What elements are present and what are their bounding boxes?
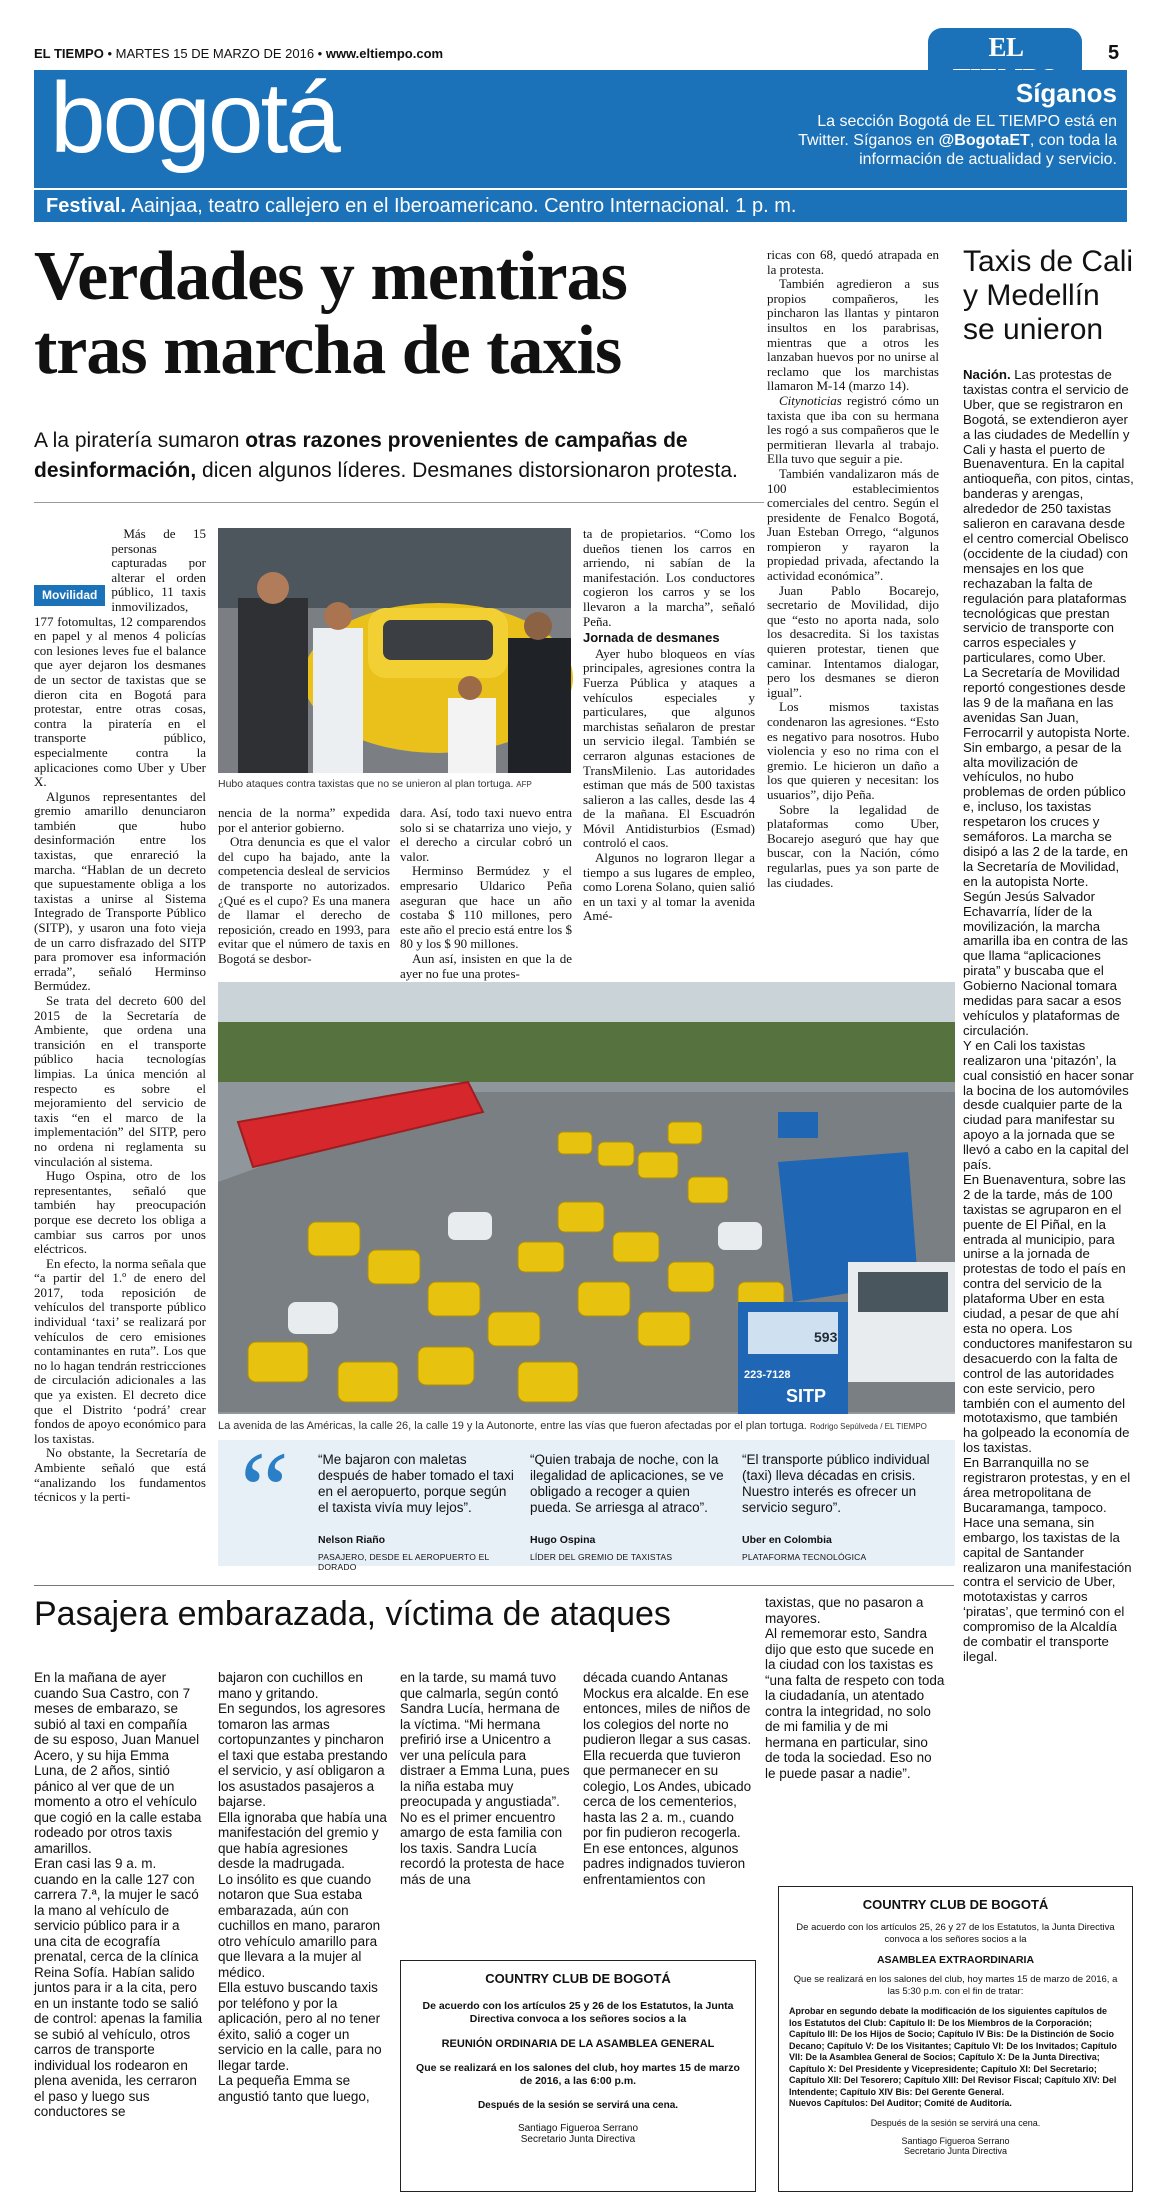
page-number: 5 <box>1108 42 1120 64</box>
traffic-photo <box>218 982 955 1414</box>
sidebar-p6: En Barranquilla no se registraron protestas, y en el área metropolitana de Bucaramanga, tampoco. Hace una semana, sin embargo, los taxistas de la capital de Santander realizaron una manifestación contra el servicio de Uber, mototaxistas y carros ‘piratas’, que terminó con el compromiso de la Alcaldía de combatir el transporte ilegal. <box>963 1455 1132 1664</box>
bus-route-label: 223-7128 <box>744 1369 791 1381</box>
sidebar-title <box>963 245 1143 347</box>
main-headline <box>34 240 754 388</box>
col3-text: dara. Así, todo taxi nuevo entra solo si se chatarriza uno viejo, y el derecho a circular cobró un valor. <box>400 805 572 864</box>
masthead-name: EL TIEMPO <box>34 46 104 61</box>
col1-p4: Hugo Ospina, otro de los representantes, señaló que también hay preocupación porque ese decreto los obliga a cambiar sus carros por unos eléctricos. <box>34 1168 206 1257</box>
notice1-intro: De acuerdo con los artículos 25 y 26 de los Estatutos, la Junta Directiva convoca a los señores socios a la <box>422 2000 734 2025</box>
sidebar-p3: Según Jesús Salvador Echavarría, líder de la movilización, la marcha amarilla iba en contra de las que llama “aplicaciones pirata” y buscaba que el Gobierno Nacional tomara medidas para sacar a esos vehículos y plataformas de circulación. <box>963 888 1128 1038</box>
col4-subhead: Jornada de desmanes <box>583 630 720 646</box>
quote-item <box>742 1452 938 1562</box>
col1-p5: En efecto, la norma señala que “a partir del 1.º de enero del 2017, toda reposición de vehículos del transporte público individual ‘taxi’ se realizará por vehículos de cero emisiones contaminantes en ruta”. Los que no lo hagan tendrán restricciones de circulación adicionales a las que ya existen. El decreto dice que el Distrito ‘podrá’ crear fondos de apoyo económico para los taxistas. <box>34 1255 206 1446</box>
logo: EL <box>988 32 1024 62</box>
notice1-signer-role: Secretario Junta Directiva <box>520 2134 636 2145</box>
section-title: bogotá <box>50 62 338 174</box>
notice-extraordinary-assembly <box>778 1886 1133 2192</box>
taxi-photo <box>218 528 571 773</box>
col5-text: ricas con 68, quedó atrapada en la protesta. <box>767 247 939 277</box>
col2-p2: Otra denuncia es que el valor del cupo ha bajado, ante la competencia desleal de servicios de transporte no autorizados. ¿Qué es el cupo? Es una manera de llamar el derecho de reposición, creado en 1993, para evitar que el número de taxis en Bogotá se desbor- <box>218 834 390 966</box>
story2-col2-p3: Ella ignoraba que había una manifestación del gremio y que había agresiones desde la madrugada. <box>218 1809 387 1871</box>
col5-p6: Los mismos taxistas condenaron las agresiones. “Esto es negativo para nosotros. Hubo violencia y eso no rima con el gremio. Le hicieron un daño a los que quieren y necesitan: los usuarios”, dijo Peña. <box>767 699 939 802</box>
quote-text: “Quien trabaja de noche, con la ilegalidad de aplicaciones, se ve obligado a recoger a quien pueda. Se arriesga al atraco”. <box>530 1452 724 1515</box>
quotes-list <box>318 1452 948 1572</box>
col1-p6: No obstante, la Secretaría de Ambiente señaló que está “analizando los fundamentos técnicos y la perti- <box>34 1445 206 1505</box>
deck-a: A la piratería sumaron <box>34 429 246 452</box>
deck-b: otras razones provenientes de campañas de desinformación, <box>34 429 688 482</box>
deck-rule <box>34 502 764 503</box>
photo2-credit: Rodrigo Sepúlveda / EL TIEMPO <box>809 1422 927 1431</box>
story2-col-3 <box>400 1670 570 1920</box>
story2-col5-p1: taxistas, que no pasaron a mayores. <box>765 1595 924 1626</box>
notice2-meeting: ASAMBLEA EXTRAORDINARIA <box>876 1954 1035 1966</box>
sidebar-lead <box>963 368 1134 666</box>
sidebar-text <box>963 368 1134 1903</box>
story2-col-2 <box>218 1670 388 2190</box>
col5-p7: Sobre la legalidad de plataformas como Uber, Bocarejo aseguró que hay que buscar, con la Nación, cómo regularlas, pues ya son parte de las ciudades. <box>767 801 939 890</box>
article-col-4 <box>583 527 755 971</box>
col4-p3: Algunos no lograron llegar a tiempo a sus lugares de empleo, como Lorena Solano, quien salió en un taxi y al tomar la avenida Amé- <box>583 850 755 924</box>
sidebar-title-2: y Medellín <box>963 279 1100 312</box>
bus-sitp-logo: SITP <box>786 1386 827 1406</box>
col1-p3: Se trata del decreto 600 del 2015 de la Secretaría de Ambiente, que ordena una transición en el transporte público hacia tecnologías limpias. La única mención al respecto es sobre el mejoramiento del servicio de taxis “en el marco de la implementación” del SITP, pero no ordena ni reglamenta su vinculación al sistema. <box>34 993 206 1169</box>
notice2-agenda: Aprobar en segundo debate la modificación de los siguientes capítulos de los Estatutos del Club: Capítulo II: De los Miembros de la Corporación; Capítulo III: De los Hijos de Socio; Capítulo IV Bis: De la Distinción de Socio Decano; Capítulo V: De los Visitantes; Capítulo VI: De los Invitados; Capítulo VII: De la Asamblea General de Socios; Capítulo X: De la Junta Directiva; Capítulo X: Del Presidente y Vicepresidente; Capítulo XI: Del Secretario; Capítulo XII: Del Tesorero; Capítulo XIII: Del Revisor Fiscal; Capítulo XIV: Del Intendente; Capítulo XIV Bis: Del Gerente General. <box>789 2006 1117 2097</box>
deck-c: dicen algunos líderes. Desmanes distorsionaron protesta. <box>196 459 738 482</box>
follow-line-1: La sección Bogotá de EL TIEMPO está en <box>817 113 1117 130</box>
story2-col3-p2: No es el primer encuentro amargo de esta familia con los taxis. Sandra Lucía recordó la protesta de hace más de una <box>400 1809 565 1887</box>
quote-text: “Me bajaron con maletas después de haber tomado el taxi en el aeropuerto, porque según el taxista vivía muy lejos”. <box>318 1452 514 1515</box>
col2-text: nencia de la norma” expedida por el anterior gobierno. <box>218 805 390 835</box>
story2-col1-p2: Eran casi las 9 a. m. cuando en la calle 127 con carrera 7.ª, la mujer le sacó la mano al vehículo de servicio público para ir a una cita de ecografía prenatal, cerca de la clínica Reina Sofía. Habían salido juntos para ir a la cita, pero en un instante todo se salió de control: apenas la familia se subió al vehículo, otros carros de transporte individual los rodearon en plena avenida, les cerraron el paso y luego sus conductores se <box>34 1856 203 2119</box>
quote-author: Nelson Riaño <box>318 1534 386 1546</box>
quote-mark-icon: “ <box>240 1429 289 1551</box>
col4-text: ta de propietarios. “Como los dueños tienen los carros en arriendo, ni sabían de la manifestación. Los conductores cogieron los carros y se los llevaron a la marcha”, señaló Peña. <box>583 526 755 629</box>
sidebar-p2: La Secretaría de Movilidad reportó congestiones desde las 9 de la mañana en las avenidas San Juan, Ferrocarril y autopista Norte. Sin embargo, a pesar de la alta movilización de vehículos, no hubo problemas de orden público e, incluso, los taxistas respetaron los cruces y semáforos. La marcha se disipó a las 2 de la tarde, en la Secretaría de Movilidad, en la autopista Norte. <box>963 665 1131 889</box>
notice2-intro: De acuerdo con los artículos 25, 26 y 27 de los Estatutos, la Junta Directiva convoca a los señores socios a la <box>796 1922 1115 1945</box>
follow-box <box>697 112 1117 169</box>
notice2-when: Que se realizará en los salones del club, hoy martes 15 de marzo de 2016, a las 5:30 p.m. con el fin de tratar: <box>793 1974 1118 1997</box>
festival-label: Festival. <box>46 195 127 217</box>
notice1-when: Que se realizará en los salones del club, hoy martes 15 de marzo de 2016, a las 6:00 p.m. <box>416 2062 740 2087</box>
festival-strip <box>34 188 1127 222</box>
photo2-caption <box>218 1420 955 1432</box>
traffic-photo-image <box>218 982 955 1414</box>
story2-col3-p1: en la tarde, su mamá tuvo que calmarla, según contó Sandra Lucía, hermana de la víctima. “Mi hermana prefirió irse a Unicentro a ver una película para distraer a Emma Luna, pues la niña estaba muy preocupada y angustiada”. <box>400 1670 570 1809</box>
col5-p4: También vandalizaron más de 100 establecimientos comerciales del centro. Según el presidente de Fenalco Bogotá, Juan Esteban Orrego, “algunos rompieron y rayaron la propiedad privada, afectando la actividad económica”. <box>767 465 939 584</box>
quote-item <box>530 1452 726 1562</box>
col5-p3-text: registró cómo un taxista que iba con su hermana les rogó a sus compañeros que le permitieran llevarla al trabajo. Ella tuvo que seguir a pie. <box>767 392 939 467</box>
top-date-bar: EL TIEMPO • MARTES 15 DE MARZO DE 2016 • www.eltiempo.com <box>34 46 444 61</box>
follow-title: Síganos <box>1015 78 1117 108</box>
col1-p2: Algunos representantes del gremio amarillo denunciaron también que hubo desinformación entre los taxistas, que enrareció la marcha. “Hablan de un decreto que supuestamente obliga a los taxistas a unirse al Sistema Integrado de Transporte Público (SITP), y usaron una foto vieja de un carro disfrazado del SITP para promover esa información errada”, señaló Herminso Bermúdez. <box>34 788 206 994</box>
follow-line-2a: Twitter. Síganos en <box>798 132 939 149</box>
issue-date: MARTES 15 DE MARZO DE 2016 <box>115 46 315 61</box>
article-col-5 <box>767 248 939 970</box>
sidebar-p4: Y en Cali los taxistas realizaron una ‘pitazón’, la cual consistió en hacer sonar la bocina de los automóviles desde cualquier parte de la ciudad para manifestar su apoyo a la jornada que se llevó a cabo en la capital del país. <box>963 1037 1134 1173</box>
article-col-3 <box>400 805 572 981</box>
story2-col2-p4: Lo insólito es que cuando notaron que Sua estaba embarazada, aún con cuchillos en mano, pararon otro vehículo amarillo para que llevara a la mujer al médico. <box>218 1871 381 1980</box>
bus-number: 593 <box>814 1329 838 1345</box>
col5-source: Citynoticias <box>779 392 842 408</box>
article-col-2 <box>218 806 390 970</box>
notice1-meeting: REUNIÓN ORDINARIA DE LA ASAMBLEA GENERAL <box>441 2038 715 2050</box>
story2-col5-p2: Al rememorar esto, Sandra dijo que esto que sucede en la ciudad con los taxistas es “una falta de respeto con toda la ciudadanía, un atentado contra la integridad, no solo de mi familia y de mi hermana en particular, sino de toda la sociedad. Eso no le puede pasar a nadie”. <box>765 1626 945 1781</box>
col3-p2: Herminso Bermúdez y el empresario Uldarico Peña aseguran que hace un año costaba $ 110 millones, pero este año el precio está entre los $ 80 y los $ 90 millones. <box>400 863 572 952</box>
col5-p5: Juan Pablo Bocarejo, secretario de Movilidad, dijo que “esto no aporta nada, solo los desacredita. Si los taxistas quieren protestar, tienen que caminar. Intentamos dialogar, pero los desmanes se dieron igual”. <box>767 582 939 700</box>
quote-text: “El transporte público individual (taxi) lleva décadas en crisis. Nuestro interés es ofrecer un servicio seguro”. <box>742 1452 930 1515</box>
notice1-dinner: Después de la sesión se servirá una cena. <box>477 2100 679 2111</box>
movilidad-tag: Movilidad <box>34 585 105 606</box>
quote-author: Uber en Colombia <box>742 1534 832 1546</box>
article-col-1 <box>34 527 206 1562</box>
col5-p3 <box>767 394 939 467</box>
photo1-caption-text: Hubo ataques contra taxistas que no se unieron al plan tortuga. <box>218 778 514 790</box>
story2-col-4 <box>583 1670 753 1920</box>
col3-p3: Aun así, insisten en que la de ayer no fue una protes- <box>400 950 572 981</box>
section-divider <box>34 1585 954 1586</box>
notice1-signer: Santiago Figueroa Serrano <box>517 2123 639 2134</box>
quote-author: Hugo Ospina <box>530 1534 596 1546</box>
quote-author-role: LÍDER DEL GREMIO DE TAXISTAS <box>530 1552 673 1562</box>
sidebar-lead-text: Las protestas de taxistas contra el servicio de Uber, que se registraron en Bogotá, se extendieron ayer a las ciudades de Medellín y Cali y hasta el puerto de Buenaventura. En la capital antioqueña, con pitos, cintas, banderas y arengas, alrededor de 250 taxistas salieron en caravana desde el centro comercial Obelisco (occidente de la ciudad) con mensajes en los que rechazaban la falta de regulación para plataformas tecnológicas que prestan servicio de transporte con carros especiales y particulares, como Uber. <box>963 367 1134 666</box>
photo1-credit: AFP <box>516 780 532 789</box>
story2-col-5 <box>765 1595 945 1895</box>
sidebar-p5: En Buenaventura, sobre las 2 de la tarde, más de 100 taxistas se agruparon en el puente de El Piñal, en la entrada al municipio, para unirse a la jornada de protestas de todo el país en contra del servicio de la plataforma Uber en esta ciudad, a pesar de que ahí esta no opera. Los conductores manifestaron su desacuerdo con la falta de control de las autoridades con este servicio, pero también con el aumento del mototaxismo, que también ha golpeado la economía de los taxistas. <box>963 1171 1133 1456</box>
follow-line-2b: , con toda la <box>1029 132 1117 149</box>
follow-line-2 <box>697 131 1117 150</box>
story2-col2-p1: bajaron con cuchillos en mano y gritando. <box>218 1670 363 1701</box>
col5-p2: También agredieron a sus propios compañeros, les pincharon las llantas y pintaron insultos en los parabrisas, mientras que a otros les lanzaban huevos por no unirse al reclamo que los marchistas llamaron M-14 (marzo 14). <box>767 276 939 394</box>
story2-col-1 <box>34 1670 204 2190</box>
col4-p2: Ayer hubo bloqueos en vías principales, agresiones contra la Fuerza Pública y ataques a vehículos especiales y particulares, que algunos marchistas señalaron de prestar un servicio ilegal. También se cerraron algunas estaciones de TransMilenio. Las autoridades estiman que más de 500 taxistas salieron a las calles, desde las 4 de la mañana. El Escuadrón Móvil Antidisturbios (Esmad) controló el caos. <box>583 645 755 851</box>
festival-text: Aainjaa, teatro callejero en el Iberoamericano. Centro Internacional. 1 p. m. <box>126 195 797 217</box>
notice2-signer: Santiago Figueroa Serrano <box>901 2135 1010 2146</box>
sidebar-lead-label: Nación. <box>963 367 1011 382</box>
notice2-dinner: Después de la sesión se servirá una cena. <box>870 2117 1041 2128</box>
sidebar-title-1: Taxis de Cali <box>963 245 1134 278</box>
col1-lead: Más de 15 personas capturadas por alterar el orden público, 11 taxis inmovilizados, 177 fotomultas, 12 comparendos en papel y al menos 4 policías con lesiones leves fue el balance que ayer dejaron los desmanes de un sector de taxistas que se dieron cita en Bogotá para protestar, entre otras cosas, contra la piratería en el transporte público, especialmente contra la aplicaciones como Uber y Uber X. <box>34 526 206 790</box>
story2-col1-p1: En la mañana de ayer cuando Sua Castro, con 7 meses de embarazo, se subió al taxi en compañía de su esposo, Juan Manuel Acero, y su hija Emma Luna, de 2 años, sintió pánico al ver que de un momento a otro el vehículo que cogió en la calle estaba rodeado por otros taxis amarillos. <box>34 1670 202 1856</box>
photo1-caption <box>218 778 571 790</box>
headline-line-2: tras marcha de taxis <box>34 312 622 389</box>
quote-author-role: PASAJERO, DESDE EL AEROPUERTO EL DORADO <box>318 1552 490 1572</box>
story2-col2-p2: En segundos, los agresores tomaron las armas cortopunzantes y pincharon el taxi que estaba prestando el servicio, y así obligaron a los asustados pasajeros a bajarse. <box>218 1701 388 1809</box>
taxi-photo-image <box>218 528 571 773</box>
headline-line-1: Verdades y mentiras <box>34 238 627 315</box>
site-url[interactable]: www.eltiempo.com <box>325 46 444 61</box>
story2-col4-p1: década cuando Antanas Mockus era alcalde. En ese entonces, miles de niños de los colegios del norte no pudieron llegar a sus casas. Ella recuerda que tuvieron que permanecer en su colegio, Los Andes, ubicado cerca de los cementerios, hasta las 2 a. m., cuando por fin pudieron recogerla. En ese entonces, algunos padres indignados tuvieron enfrentamientos con <box>583 1670 752 1887</box>
second-headline: Pasajera embarazada, víctima de ataques <box>34 1595 671 1633</box>
sidebar-title-3: se unieron <box>963 313 1104 346</box>
follow-line-3: información de actualidad y servicio. <box>859 151 1117 168</box>
deck <box>34 426 764 486</box>
twitter-handle[interactable]: @BogotaET <box>938 132 1030 149</box>
story2-col2-p5: Ella estuvo buscando taxis por teléfono y por la aplicación, pero al no tener éxito, salió a coger un servicio en la calle, para no llegar tarde. <box>218 1980 382 2073</box>
story2-col2-p6: La pequeña Emma se angustió tanto que luego, <box>218 2073 370 2104</box>
notice2-title: COUNTRY CLUB DE BOGOTÁ <box>862 1897 1049 1912</box>
notice-ordinary-assembly <box>400 1960 756 2192</box>
notice2-agenda-2: Nuevos Capítulos: Del Auditor; Comité de Auditoría. <box>789 2098 1012 2108</box>
photo2-caption-text: La avenida de las Américas, la calle 26, la calle 19 y la Autonorte, entre las vías que fueron afectadas por el plan tortuga. <box>218 1420 807 1432</box>
quote-item <box>318 1452 514 1572</box>
notice1-title: COUNTRY CLUB DE BOGOTÁ <box>485 1971 671 1986</box>
notice2-signer-role: Secretario Junta Directiva <box>903 2145 1008 2156</box>
quote-author-role: PLATAFORMA TECNOLÓGICA <box>742 1552 867 1562</box>
